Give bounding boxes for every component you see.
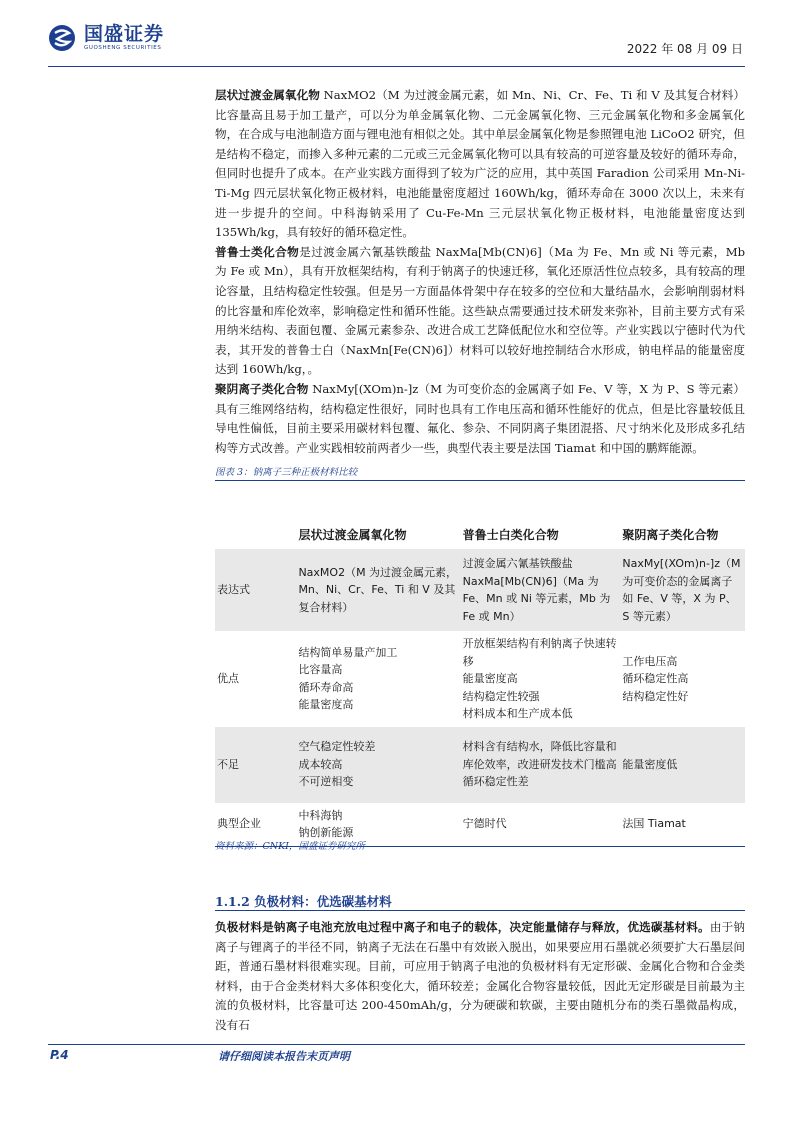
main-content xyxy=(215,86,745,481)
table-header-cell: 层状过渡金属氧化物 xyxy=(298,520,462,549)
paragraph-lead: 普鲁士类化合物 xyxy=(215,244,300,259)
footer-disclaimer: 请仔细阅读本报告末页声明 xyxy=(218,1050,350,1063)
company-logo xyxy=(48,24,164,52)
page-number: P.4 xyxy=(50,1048,69,1062)
paragraph-lead: 层状过渡金属氧化物 xyxy=(215,88,320,102)
table-header-cell: 普鲁士白类化合物 xyxy=(463,520,623,549)
paragraph-layered-oxide xyxy=(215,86,745,243)
table-header-row xyxy=(215,520,745,549)
table-header-cell xyxy=(215,520,298,549)
table-row xyxy=(215,549,745,631)
table-cell: 材料含有结构水，降低比容量和库伦效率，改进研发技术门槛高 循环稳定性差 xyxy=(463,727,623,803)
paragraph-text: NaxMy[(XOm)n-]z（M 为可变价态的金属离子如 Fe、V 等，X 为 P、S 等元素）具有三维网络结构，结构稳定性很好，同时也具有工作电压高和循环性能好的优点，但是比容量较低且导电性偏低，目前主要采用碳材料包覆、氟化、参杂、不同阴离子集团混搭、尺寸纳米化及形成多孔结构等方式改善。产业实践相较前两者少一些，典型代表主要是法国 Tiamat 和中国的鹏辉能源。 xyxy=(215,381,745,455)
report-date: 2022 年 08 月 09 日 xyxy=(626,42,743,56)
paragraph-text: 由于钠离子与锂离子的半径不同，钠离子无法在石墨中有效嵌入脱出，如果要应用石墨就必须要扩大石墨层间距，普通石墨材料很难实现。目前，可应用于钠离子电池的负极材料有无定形碳、金属化合物和合金类材料，由于合金类材料大多体积变化大，循环较差；金属化合物容量较低，因此无定形碳是目前最为主流的负极材料，比容量可达 200-450mAh/g，分为硬碳和软碳，主要由随机分布的类石墨微晶构成，没有石 xyxy=(215,920,745,1032)
paragraph-text: 是过渡金属六氰基铁酸盐 NaxMa[Mb(CN)6]（Ma 为 Fe、Mn 或 Ni 等元素，Mb 为 Fe 或 Mn），具有开放框架结构，有利于钠离子的快速迁移，氧化还原活性位点较多，具有较高的理论容量，且结构稳定性较强。但是另一方面晶体骨架中存在较多的空位和大量结晶水，会影响削弱材料的比容量和库伦效率，影响稳定性和循环性能。这些缺点需要通过技术研发来弥补，目前主要方式有采用纳米结构、表面包覆、金属元素参杂、改进合成工艺降低配位水和空位等。产业实践以宁德时代为代表，其开发的普鲁士白（NaxMn[Fe(CN)6]）材料可以较好地控制结合水形成，钠电样品的能量密度达到 160Wh/kg，。 xyxy=(215,244,745,377)
table-cell: 宁德时代 xyxy=(463,803,623,847)
table-cell: 开放框架结构有利钠离子快速转移 能量密度高 结构稳定性较强 材料成本和生产成本低 xyxy=(462,637,617,720)
figure-title: 图表 3：钠离子三种正极材料比较 xyxy=(215,464,745,481)
section-divider xyxy=(215,910,745,911)
page-header xyxy=(0,0,793,70)
comparison-table xyxy=(215,520,745,847)
table-cell: 能量密度低 xyxy=(622,727,745,803)
paragraph-lead: 负极材料是钠离子电池充放电过程中离子和电子的载体，决定能量储存与释放，优选碳基材料。 xyxy=(215,920,710,934)
header-divider xyxy=(48,66,745,67)
paragraph-anode xyxy=(215,918,745,1036)
table-cell: 空气稳定性较差 成本较高 不可逆相变 xyxy=(298,727,462,803)
paragraph-text: NaxMO2（M 为过渡金属元素，如 Mn、Ni、Cr、Fe、Ti 和 V 及其复合材料）比容量高且易于加工量产，可以分为单金属氧化物、二元金属氧化物、三元金属氧化物和多金属氧化物，在合成与电池制造方面与锂电池有相似之处。其中单层金属氧化物是参照锂电池 LiCoO2 研究，但是结构不稳定，而掺入多种元素的二元或三元金属氧化物可以具有较高的可逆容量及较好的循环寿命，但同时也提升了成本。在产业实践方面得到了较为广泛的应用，其中英国 Faradion 公司采用 Mn-Ni-Ti-Mg 四元层状氧化物正极材料，电池能量密度超过 160Wh/kg，循环寿命在 3000 次以上，未来有进一步提升的空间。中科海钠采用了 Cu-Fe-Mn 三元层状氧化物正极材料，电池能量密度达到 135Wh/kg，具有较好的循环稳定性。 xyxy=(215,88,745,240)
row-label: 优点 xyxy=(217,672,239,685)
table-cell: NaxMO2（M 为过渡金属元素，Mn、Ni、Cr、Fe、Ti 和 V 及其复合材料） xyxy=(298,549,462,631)
footer-divider xyxy=(48,1044,745,1045)
table-row xyxy=(215,727,745,803)
table-cell: 工作电压高 循环稳定性高 结构稳定性好 xyxy=(622,654,689,703)
company-name-cn: 国盛证券 xyxy=(84,22,165,45)
table-header-cell: 聚阴离子类化合物 xyxy=(622,520,745,549)
company-name-en: GUOSHENG SECURITIES xyxy=(84,44,162,51)
row-label: 表达式 xyxy=(215,549,298,631)
paragraph-polyanion xyxy=(215,380,745,458)
table-row xyxy=(215,631,745,727)
paragraph-lead: 聚阴离子类化合物 xyxy=(215,381,309,396)
table-cell: NaxMy[(XOm)n-]z（M 为可变价态的金属离子如 Fe、V 等，X 为 P、S 等元素） xyxy=(622,549,745,631)
row-label: 不足 xyxy=(215,727,298,803)
table-cell: 中科海钠 钠创新能源 xyxy=(298,803,462,847)
section-heading: 1.1.2 负极材料：优选碳基材料 xyxy=(215,894,392,909)
figure-source: 资料来源：CNKI，国盛证券研究所 xyxy=(215,841,365,852)
paragraph-prussian xyxy=(215,243,745,380)
table-cell: 过渡金属六氰基铁酸盐 NaxMa[Mb(CN)6]（Ma 为 Fe、Mn 或 Ni 等元素，Mb 为 Fe 或 Mn） xyxy=(463,549,623,631)
table-cell: 结构简单易量产加工 比容量高 循环寿命高 能量密度高 xyxy=(298,645,398,712)
row-label: 典型企业 xyxy=(215,803,298,847)
guosheng-logo-icon xyxy=(48,24,76,52)
table-cell: 法国 Tiamat xyxy=(622,803,745,847)
